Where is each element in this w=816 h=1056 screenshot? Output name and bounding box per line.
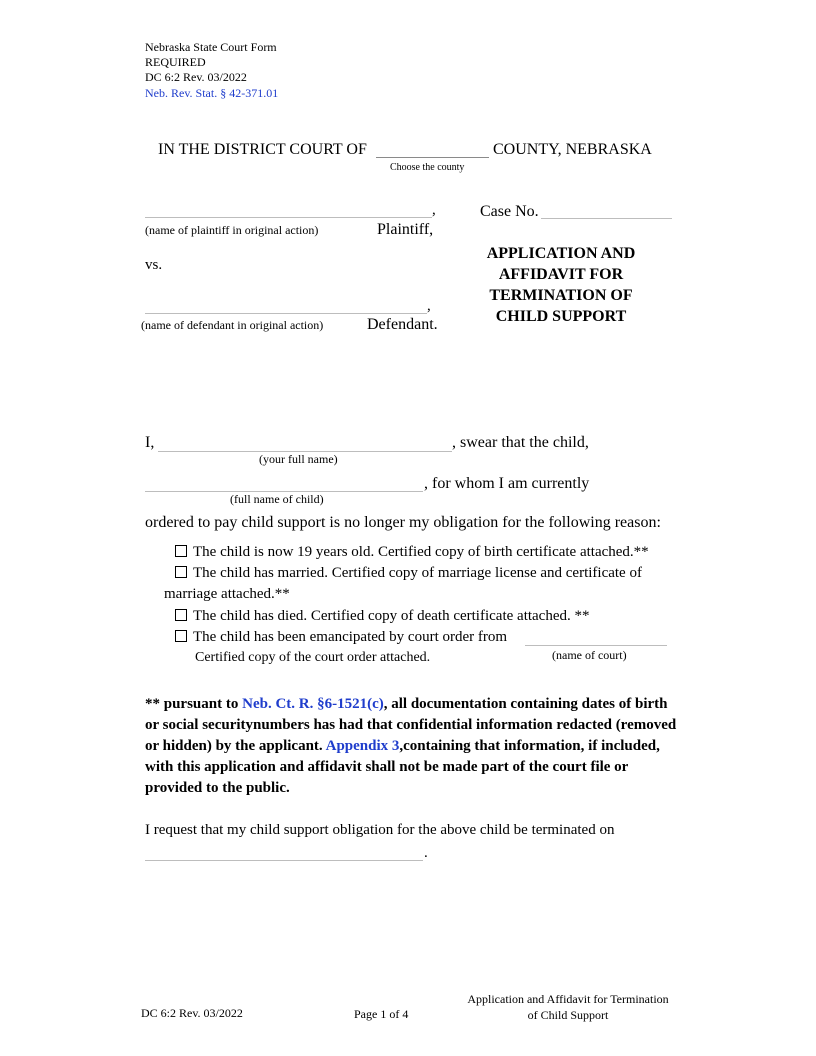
notice-part3: ,containing that information, if included, with this application and affidavit shall not be made part of the court file or provided to the public. <box>145 738 660 796</box>
defendant-name-field[interactable] <box>145 313 427 314</box>
footer-title-line1: Application and Affidavit for Termination <box>467 992 669 1006</box>
termination-date-field[interactable] <box>145 860 423 861</box>
termination-date-period: . <box>424 845 428 861</box>
versus-label: vs. <box>145 257 163 273</box>
county-hint: Choose the county <box>390 162 465 173</box>
confidentiality-notice <box>145 694 685 799</box>
reason-emancipated-cont: Certified copy of the court order attached. <box>195 650 431 665</box>
child-name-hint: (full name of child) <box>230 492 324 506</box>
plaintiff-name-field[interactable] <box>145 217 432 218</box>
footer-page-number: Page 1 of 4 <box>354 1007 409 1021</box>
defendant-hint: (name of defendant in original action) <box>141 318 324 332</box>
reason-died-text: The child has died. Certified copy of death certificate attached. ** <box>193 608 590 624</box>
county-field[interactable] <box>376 157 489 158</box>
checkbox-married[interactable] <box>175 566 187 578</box>
defendant-comma: , <box>427 298 431 314</box>
document-title: APPLICATION AND AFFIDAVIT FOR TERMINATION OF CHILD SUPPORT <box>486 245 636 325</box>
court-prefix: IN THE DISTRICT COURT OF <box>158 141 367 158</box>
court-name-hint: (name of court) <box>552 648 627 662</box>
reason-married <box>175 565 642 582</box>
reason-emancipated-text: The child has been emancipated by court order from <box>193 629 508 645</box>
plaintiff-hint: (name of plaintiff in original action) <box>145 223 319 237</box>
form-revision-label: DC 6:2 Rev. 03/2022 <box>145 70 247 84</box>
reason-married-cont: marriage attached.** <box>164 586 290 602</box>
plaintiff-comma: , <box>432 202 436 218</box>
ordered-text: ordered to pay child support is no longer my obligation for the following reason: <box>145 514 661 531</box>
case-number-field[interactable] <box>541 218 672 219</box>
notice-part2: , all documentation containing dates of birth or social securitynumbers has had that confidential information redacted (removed or hidden) by the applicant. <box>145 696 677 754</box>
reason-emancipated <box>175 629 507 646</box>
court-suffix: COUNTY, NEBRASKA <box>493 141 652 158</box>
court-name-field[interactable] <box>525 645 667 646</box>
your-name-hint: (your full name) <box>259 452 338 466</box>
for-whom-text: , for whom I am currently <box>424 475 590 492</box>
footer-title-line2: of Child Support <box>527 1008 609 1022</box>
swear-text: , swear that the child, <box>452 434 589 451</box>
reason-married-text: The child has married. Certified copy of marriage license and certificate of <box>193 565 642 581</box>
notice-part1: ** pursuant to <box>145 696 243 712</box>
plaintiff-label: Plaintiff, <box>377 221 434 238</box>
statute-link[interactable]: Neb. Rev. Stat. § 42-371.01 <box>145 86 279 100</box>
required-label: REQUIRED <box>145 55 206 69</box>
rule-link[interactable]: Neb. Ct. R. §6-1521(c) <box>242 696 384 712</box>
termination-request-text: I request that my child support obligation for the above child be terminated on <box>145 822 615 838</box>
footer-form-id: DC 6:2 Rev. 03/2022 <box>141 1006 243 1020</box>
reason-age-text: The child is now 19 years old. Certified copy of birth certificate attached.** <box>193 544 649 560</box>
defendant-label: Defendant. <box>367 316 438 333</box>
reason-died <box>175 608 590 625</box>
reason-age <box>175 544 649 561</box>
case-number-label: Case No. <box>480 203 539 220</box>
checkbox-died[interactable] <box>175 609 187 621</box>
appendix-link[interactable]: Appendix 3 <box>325 738 400 754</box>
i-label: I, <box>145 434 155 451</box>
form-source-label: Nebraska State Court Form <box>145 40 277 54</box>
checkbox-age[interactable] <box>175 545 187 557</box>
checkbox-emancipated[interactable] <box>175 630 187 642</box>
